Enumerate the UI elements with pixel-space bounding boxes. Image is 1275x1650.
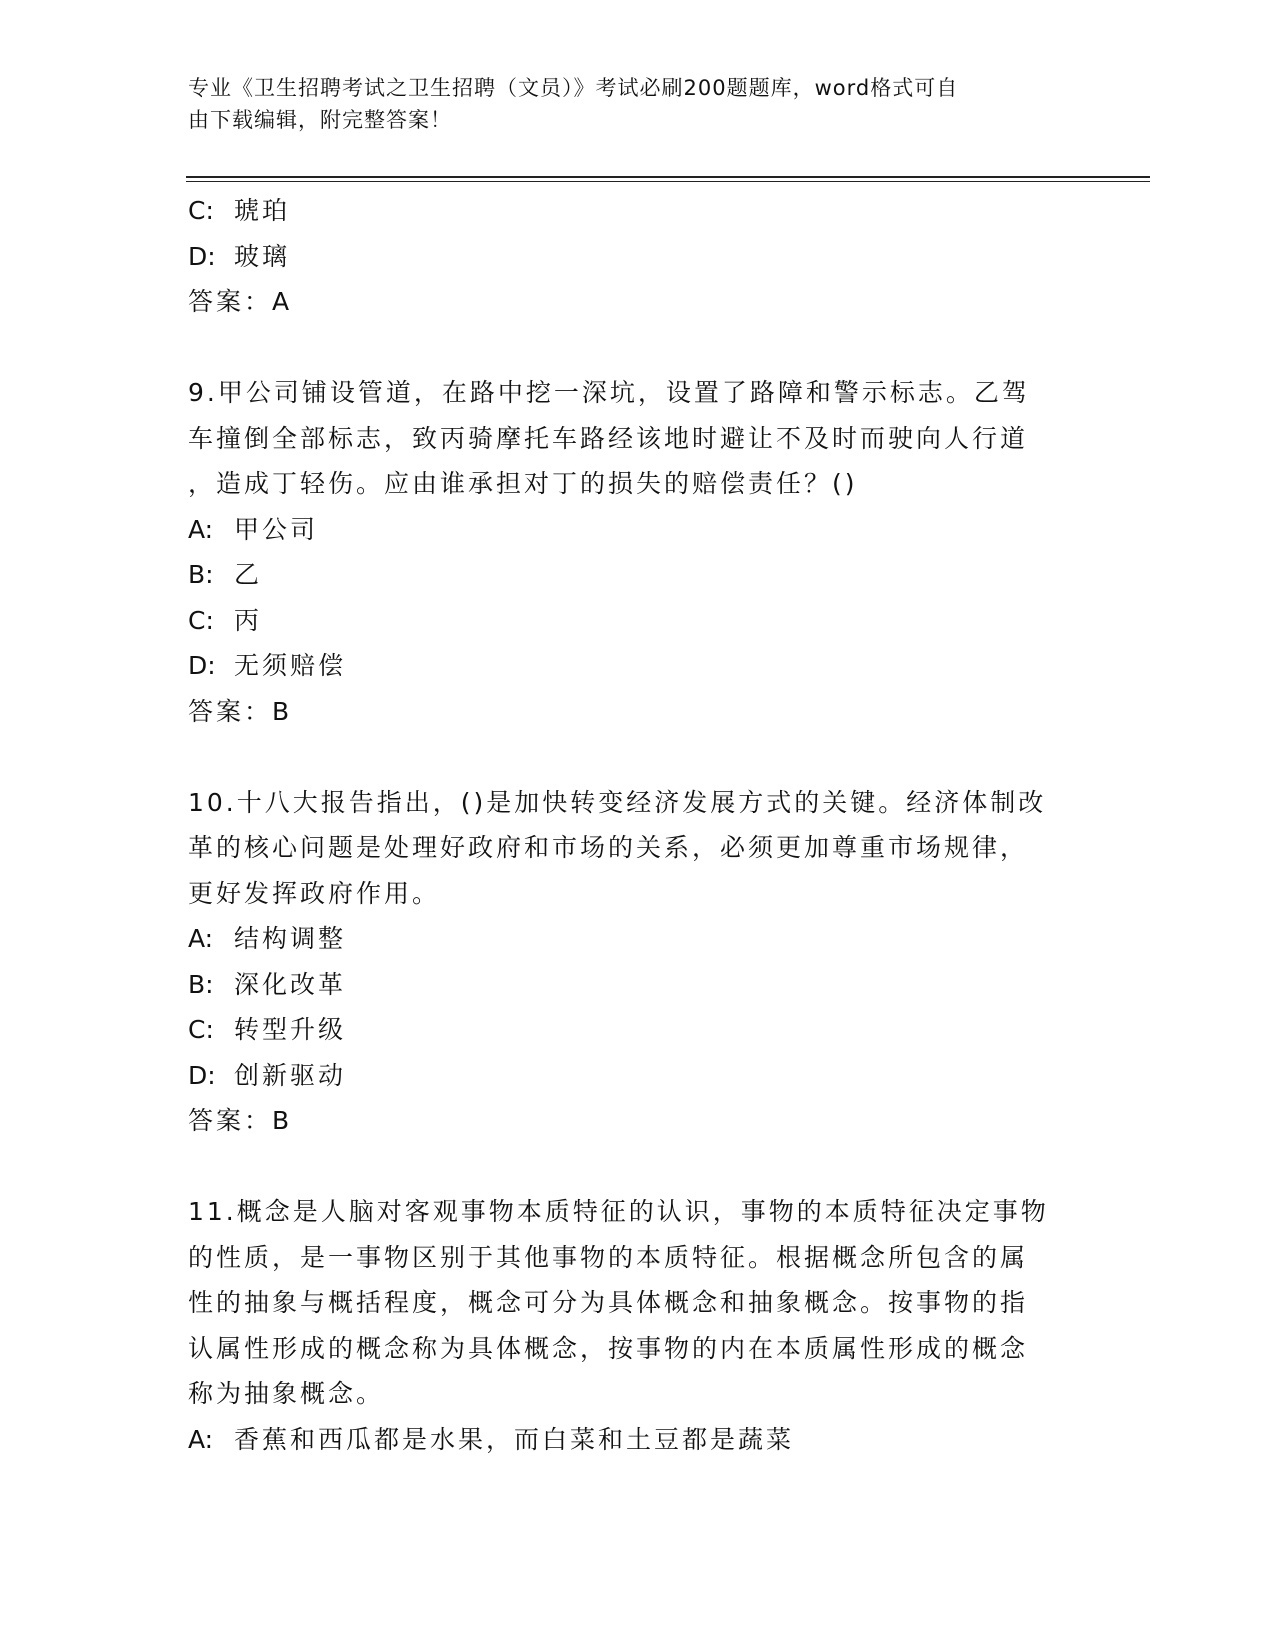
stem-line: 11.概念是人脑对客观事物本质特征的认识，事物的本质特征决定事物 bbox=[188, 1197, 1049, 1226]
page-header bbox=[188, 72, 1068, 136]
answer: 答案：A bbox=[188, 287, 293, 316]
question-11 bbox=[188, 1189, 1078, 1462]
answer: 答案：B bbox=[188, 1106, 293, 1135]
spacer bbox=[188, 1144, 1078, 1190]
option-c: C: 转型升级 bbox=[188, 1015, 347, 1044]
stem-line: ，造成丁轻伤。应由谁承担对丁的损失的赔偿责任？() bbox=[188, 469, 858, 498]
option-a: A: 甲公司 bbox=[188, 514, 319, 544]
option-d: D: 无须赔偿 bbox=[188, 651, 347, 680]
document-body bbox=[188, 188, 1078, 1462]
stem-line: 革的核心问题是处理好政府和市场的关系，必须更加尊重市场规律， bbox=[188, 833, 1029, 862]
stem-line: 更好发挥政府作用。 bbox=[188, 878, 441, 908]
answer: 答案：B bbox=[188, 696, 293, 726]
header-divider-thick bbox=[186, 176, 1150, 178]
stem-line: 称为抽象概念。 bbox=[188, 1379, 385, 1408]
option-b: B: 深化改革 bbox=[188, 969, 347, 999]
option-c: C: 琥珀 bbox=[188, 196, 291, 225]
question-prev bbox=[188, 188, 1078, 325]
option-b: B: 乙 bbox=[188, 560, 263, 589]
question-stem bbox=[188, 1189, 1078, 1417]
question-10 bbox=[188, 780, 1078, 1144]
spacer bbox=[188, 325, 1078, 371]
header-line-2: 由下载编辑，附完整答案！ bbox=[188, 108, 452, 132]
stem-line: 性的抽象与概括程度，概念可分为具体概念和抽象概念。按事物的指 bbox=[188, 1288, 1029, 1317]
spacer bbox=[188, 734, 1078, 780]
stem-line: 9.甲公司铺设管道，在路中挖一深坑，设置了路障和警示标志。乙驾 bbox=[188, 378, 1030, 407]
question-stem bbox=[188, 780, 1078, 917]
stem-line: 10.十八大报告指出，()是加快转变经济发展方式的关键。经济体制改 bbox=[188, 787, 1047, 817]
question-stem bbox=[188, 370, 1078, 507]
option-a: A: 结构调整 bbox=[188, 924, 347, 953]
header-line-1: 专业《卫生招聘考试之卫生招聘（文员）》考试必刷200题题库，word格式可自 bbox=[188, 76, 959, 100]
option-c: C: 丙 bbox=[188, 605, 263, 635]
header-divider-thin bbox=[186, 181, 1150, 182]
option-d: D: 创新驱动 bbox=[188, 1060, 347, 1090]
stem-line: 的性质，是一事物区别于其他事物的本质特征。根据概念所包含的属 bbox=[188, 1242, 1029, 1272]
option-a: A: 香蕉和西瓜都是水果，而白菜和土豆都是蔬菜 bbox=[188, 1424, 795, 1454]
stem-line: 车撞倒全部标志，致丙骑摩托车路经该地时避让不及时而驶向人行道 bbox=[188, 423, 1029, 453]
stem-line: 认属性形成的概念称为具体概念，按事物的内在本质属性形成的概念 bbox=[188, 1333, 1029, 1363]
question-9 bbox=[188, 370, 1078, 734]
option-d: D: 玻璃 bbox=[188, 241, 291, 271]
